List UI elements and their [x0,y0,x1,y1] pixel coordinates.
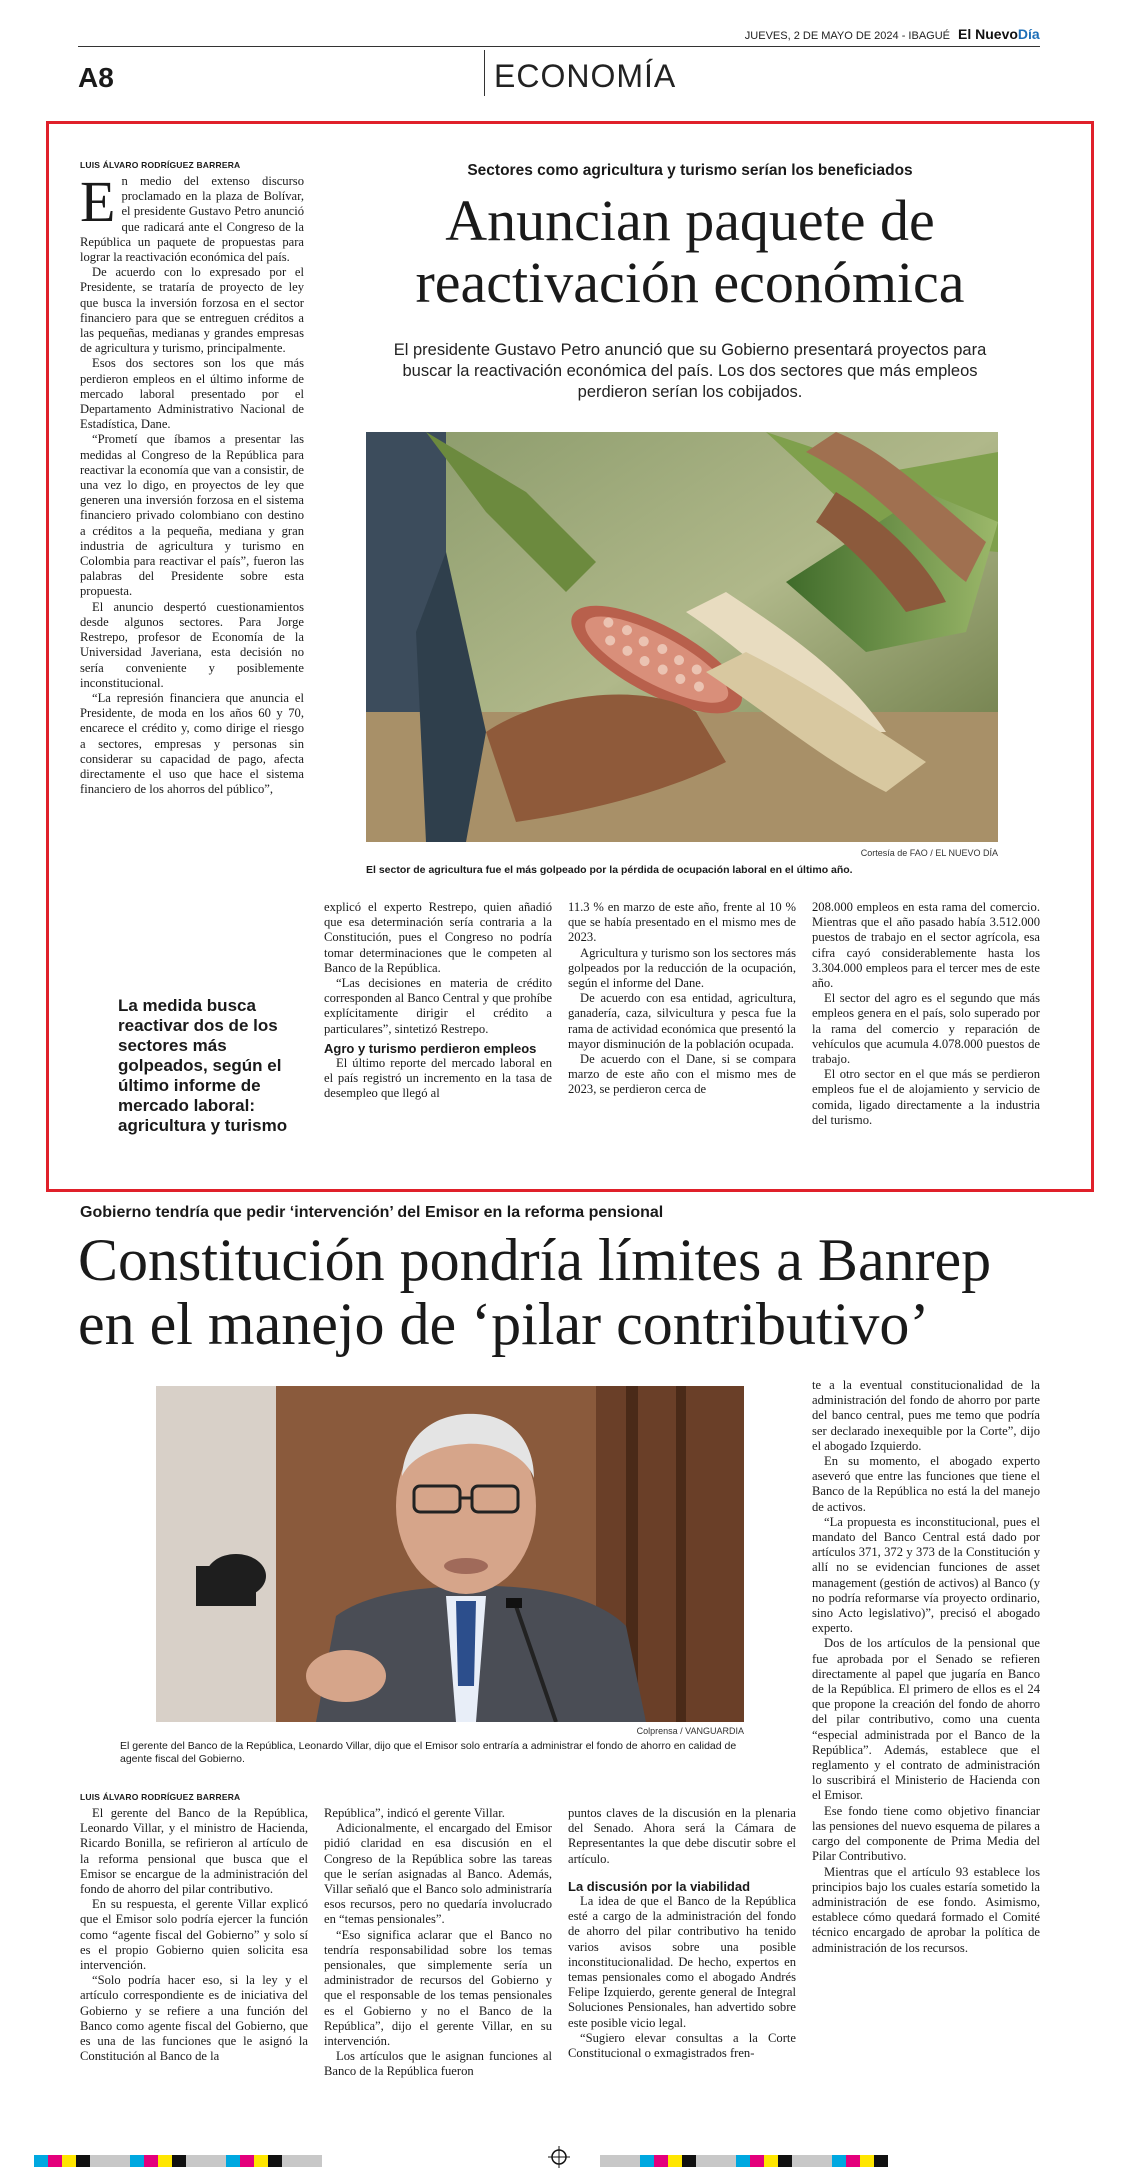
article2-col1 [80,1806,308,2064]
paragraph: 11.3 % en marzo de este año, frente al 10 % que se había presentado en el mismo mes de 2023. [568,900,796,945]
paragraph: 208.000 empleos en esta rama del comercio. Mientras que el año pasado había 3.512.000 puestos de trabajo en el sector agrícola, esa cifra cayó considerablemente hasta los 3.304.000 empleos para el tercer mes de este año. [812,900,1040,991]
article2-photo-caption: El gerente del Banco de la República, Leonardo Villar, dijo que el Emisor solo entraría a administrar el fondo de ahorro en calidad de agente fiscal del Gobierno. [120,1740,737,1765]
page-date: JUEVES, 2 DE MAYO DE 2024 - IBAGUÉ [744,30,950,42]
article1-byline: LUIS ÁLVARO RODRÍGUEZ BARRERA [80,160,241,170]
paragraph: Esos dos sectores son los que más perdieron empleos en el último informe de mercado laboral presentado por el Departamento Administrativo Nacional de Estadística, Dane. [80,356,304,432]
subheading: La discusión por la viabilidad [568,1878,751,1894]
paragraph: explicó el experto Restrepo, quien añadió que esa determinación sería contraria a la Constitución, pues el Congreso no podría tomar determinaciones que le competen al Banco de la República. [324,900,552,975]
article1-col2 [324,900,552,1102]
article1-col3 [568,900,796,1098]
article1-col1 [80,169,304,797]
paragraph: “Solo podría hacer eso, si la ley y el artículo correspondiente es de iniciativa del Gobierno y se refiere a una función del Banco como agente fiscal del Gobierno, que es una de las funciones que le asignó la Constitución al Banco de la [80,1973,308,2064]
paragraph: Adicionalmente, el encargado del Emisor pidió claridad en esa discusión en el Congreso de la República sobre las tareas que le serían asignadas al Banco. Además, Villar señaló que el Banco solo administraría esos recursos, pero no quedaría involucrado en “temas pensionales”. [324,1821,552,1927]
article2-col3 [568,1806,796,2061]
brand-logo-a: El Nuevo [958,26,1018,42]
paragraph: Dos de los artículos de la pensional que fue aprobada por el Senado se refieren directamente al papel que jugaría en Banco de la República. El primero de ellos es el 24 que propone la creación del fondo de ahorro del pilar contributivo, como una cuenta “especial administrada por el Banco de la República”. Además, establece que el reglamento y el contrato de administración lo suscribirá el Ministerio de Hacienda con el Emisor. [812,1636,1040,1803]
registration-mark-icon [548,2146,570,2168]
article1-photo-credit: Cortesía de FAO / EL NUEVO DÍA [860,848,998,858]
print-color-bar-left [34,2152,514,2164]
article2-title-line2: en el manejo de ‘pilar contributivo’ [78,1291,930,1357]
paragraph: “Las decisiones en materia de crédito corresponden al Banco Central y que prohíbe explícitamente dirigir el crédito a particulares”, sintetizó Restrepo. [324,976,553,1036]
paragraph: República”, indicó el gerente Villar. [324,1806,505,1820]
header-rule [78,46,1040,47]
article2-photo [156,1386,744,1722]
paragraph: Ese fondo tiene como objetivo financiar las pensiones del nuevo esquema de pilares a cargo del componente de Prima Media del Pilar Contributivo. [812,1803,1040,1864]
article1-col4 [812,900,1040,1128]
article1-kicker: Sectores como agricultura y turismo serían los beneficiados [467,162,913,179]
paragraph: El último reporte del mercado laboral en el país registró un incremento en la tasa de desempleo que llegó al [324,1056,552,1101]
paragraph: “Prometí que íbamos a presentar las medidas al Congreso de la República para reactivar la economía que van a consistir, de una vez lo digo, en proyectos de ley que generen una inversión forzosa en el sistema financiero privado colombiano con destino a créditos a la pequeña, mediana y gran industria de agricultura y turismo en Colombia para reactivar el país”, fueron las palabras del Presidente sobre esta propuesta. [80,432,304,599]
section-divider [484,50,485,96]
paragraph: Mientras que el artículo 93 establece los principios bajo los cuales estaría sometido la administración de ese fondo. Asimismo, establece cómo quedará formado el Comité técnico encargado de aprobar la política de administración de los recursos. [812,1864,1040,1955]
paragraph: “Eso significa aclarar que el Banco no tendría responsabilidad sobre los temas pensionales, que simplemente sería un administrador de recursos del Gobierno y que el responsable de los temas pensionales es el Gobierno y no el Banco de la República”, dijo el gerente Villar, en su intervención. [324,1927,552,2049]
article1-pullquote: La medida busca reactivar dos de los sectores más golpeados, según el último informe de mercado laboral: agricultura y turismo [118,996,288,1135]
dropcap: E [80,169,116,234]
paragraph: De acuerdo con esa entidad, agricultura, ganadería, caza, silvicultura y pesca fue la rama de actividad económica que presentó la mayor disminución de la población ocupada. [568,991,796,1051]
article1-photo-caption: El sector de agricultura fue el más golpeado por la pérdida de ocupación laboral en el último año. [366,864,853,876]
paragraph: En su momento, el abogado experto aseveró que entre las funciones que tiene el Banco de la República no está la del manejo de activos. [812,1454,1040,1514]
paragraph: Los artículos que le asignan funciones al Banco de la República fueron [324,2049,552,2079]
article1-title: Anuncian paquete de reactivación económica [415,188,965,315]
paragraph: En su respuesta, el gerente Villar explicó que el Emisor solo podría ejercer la función como “agente fiscal del Gobierno” y solo sí es el propio Gobierno quien solicita esa intervención. [80,1897,308,1973]
article2-col2 [324,1806,552,2080]
paragraph: n medio del extenso discurso proclamado en la plaza de Bolívar, el presidente Gustavo Petro anunció que radicará ante el Congreso de la República un paquete de propuestas para lograr la reactivación económica del país. [80,174,304,265]
article2-title-line1: Constitución pondría límites a Banrep [78,1227,992,1293]
paragraph: La idea de que el Banco de la República esté a cargo de la administración del fondo de ahorro del pilar contributivo ha tenido varios avisos sobre una posible inconstitucionalidad. De hecho, expertos en temas pensionales como el abogado Andrés Felipe Izquierdo, gerente general de Integral Soluciones Pensionales, han advertido sobre este posible vicio legal. [568,1894,796,2030]
brand-logo-b: Día [1017,26,1040,42]
paragraph: El sector del agro es el segundo que más empleos genera en el país, solo superado por la rama del comercio y reparación de vehículos que acumula 4.078.000 puestos de trabajo. [812,991,1040,1067]
section-title: ECONOMÍA [494,58,677,94]
article2-right-col [812,1378,1040,1956]
paragraph: El gerente del Banco de la República, Leonardo Villar, y el ministro de Hacienda, Ricardo Bonilla, se refirieron al artículo de la reforma pensional que busca que el Emisor se encargue de la administración del fondo de ahorro del pilar contributivo. [80,1806,308,1897]
brand-logo [958,26,1040,42]
article2-byline: LUIS ÁLVARO RODRÍGUEZ BARRERA [80,1792,241,1802]
paragraph: “La propuesta es inconstitucional, pues el mandato del Banco Central está dado por artículos 371, 372 y 373 de la Constitución y allí no se evidencian funciones de asset management (gestión de activos) al Banco (y no podría reformarse vía proyecto ordinario, sino Acto legislativo)”, precisó el abogado experto. [812,1514,1040,1636]
paragraph: El otro sector en el que más se perdieron empleos fue el de alojamiento y servicio de comida, ligado directamente a la industria del turismo. [812,1067,1040,1127]
paragraph: “Sugiero elevar consultas a la Corte Constitucional o exmagistrados fren- [568,2030,796,2061]
page-number: A8 [78,62,114,93]
paragraph: puntos claves de la discusión en la plenaria del Senado. Ahora será la Cámara de Representantes la que debe discutir sobre el artículo. [568,1806,796,1866]
paragraph: El anuncio despertó cuestionamientos desde algunos sectores. Para Jorge Restrepo, profesor de Economía de la Universidad Javeriana, esta decisión no sería conveniente y posiblemente inconstitucional. [80,599,304,690]
print-color-bar-right [600,2152,1090,2164]
article1-lead: El presidente Gustavo Petro anunció que su Gobierno presentará proyectos para buscar la reactivación económica del país. Los dos sectores que más empleos perdieron serían los cobijados. [393,341,987,401]
article1-photo [366,432,998,842]
paragraph: De acuerdo con el Dane, si se compara marzo de este año con el mismo mes de 2023, se perdieron cerca de [568,1052,796,1097]
article2-kicker: Gobierno tendría que pedir ‘intervención’ del Emisor en la reforma pensional [80,1204,664,1221]
article2-photo-credit: Colprensa / VANGUARDIA [636,1726,744,1736]
paragraph: “La represión financiera que anuncia el Presidente, de moda en los años 60 y 70, encarece el crédito y, como dirige el riesgo a sectores, empresas y personas sin considerar su capacidad de pago, afecta directamente el uso que hace el sistema financiero de los ahorros del público”, [80,690,304,797]
paragraph: Agricultura y turismo son los sectores más golpeados por la reducción de la ocupación, según el informe del Dane. [568,945,796,991]
subheading: Agro y turismo perdieron empleos [324,1040,537,1056]
paragraph: te a la eventual constitucionalidad de la administración del fondo de ahorro por parte del banco central, pues me temo que podría ser declarado inexequible por la Corte”, dijo el abogado Izquierdo. [812,1378,1040,1453]
paragraph: De acuerdo con lo expresado por el Presidente, se trataría de proyecto de ley que busca la inversión forzosa en el sector financiero para que se entreguen créditos a las pequeñas, medianas y grandes empresas de agricultura y turismo, principalmente. [80,265,304,356]
